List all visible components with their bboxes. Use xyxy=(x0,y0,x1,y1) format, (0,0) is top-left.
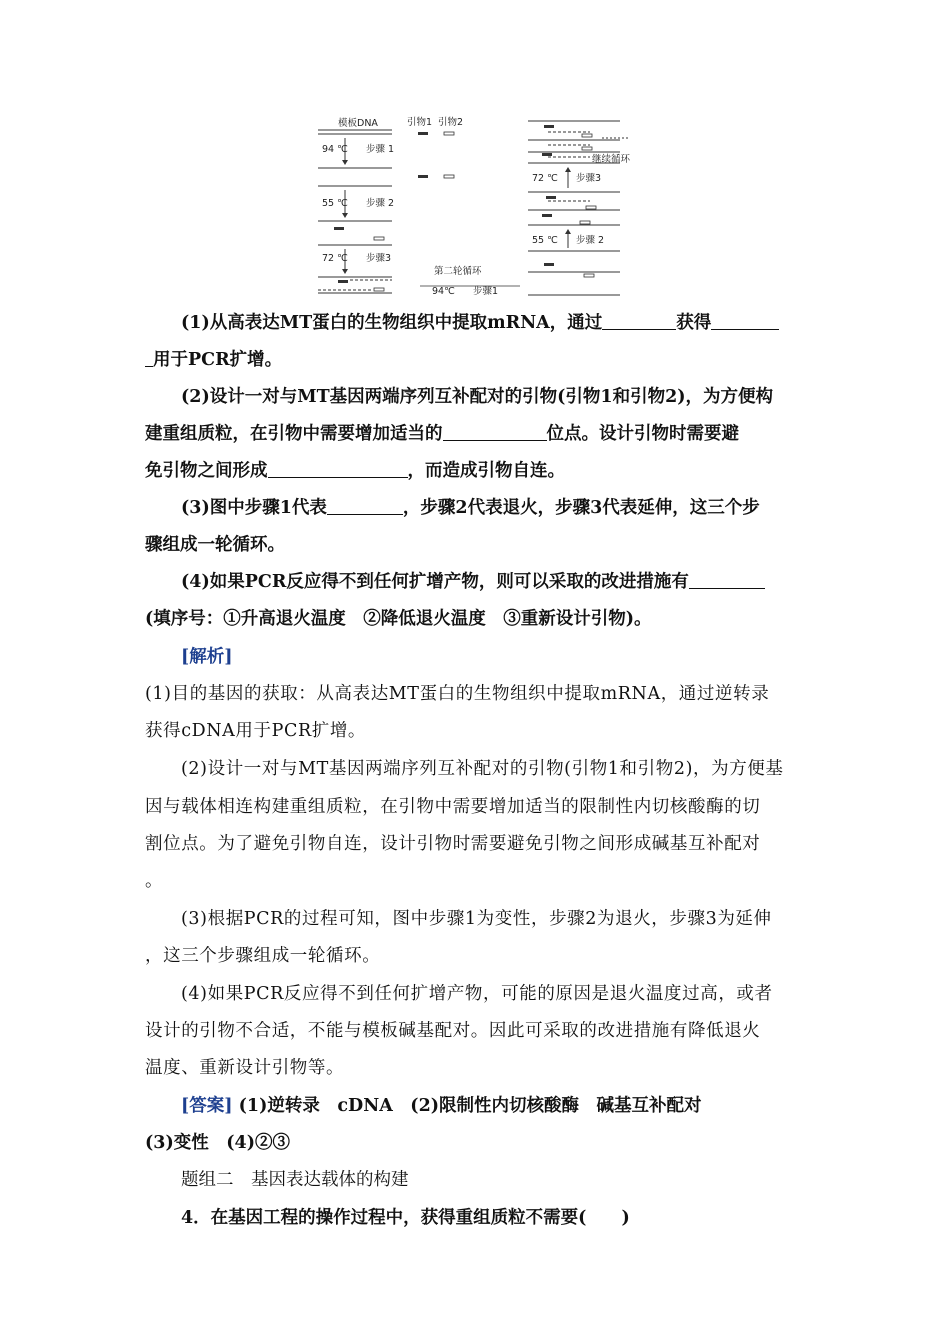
step1-label: 步骤 1 xyxy=(366,144,395,155)
q4-text-a: (4)如果PCR反应得不到任何扩增产物，则可以采取的改进措施有 xyxy=(181,572,689,592)
question-2-line3 xyxy=(145,459,805,484)
analysis-p2-line2: 因与载体相连构建重组质粒，在引物中需要增加适当的限制性内切核酸酶的切 xyxy=(145,797,761,817)
analysis-tag: [解析] xyxy=(181,647,233,667)
q4-text-b: (填序号：①升高退火温度 ②降低退火温度 ③重新设计引物)。 xyxy=(145,609,652,629)
step2-label: 步骤 2 xyxy=(366,198,395,209)
bottom-temp-label: 94℃ xyxy=(432,286,455,297)
answer-line1 xyxy=(145,1094,805,1119)
q4-blank xyxy=(689,570,765,589)
q2-text-d: 免引物之间形成 xyxy=(145,461,268,481)
pcr-diagram xyxy=(310,108,630,303)
question-1 xyxy=(145,311,805,336)
q1-text-a: (1)从高表达MT蛋白的生物组织中提取mRNA，通过 xyxy=(181,313,603,333)
q2-text-c: 位点。设计引物时需要避 xyxy=(546,424,739,444)
answer-text-1: (1)逆转录 cDNA (2)限制性内切核酸酶 碱基互补配对 xyxy=(232,1096,702,1116)
right-temp-55: 55 ℃ xyxy=(532,235,558,246)
analysis-p2-text-a: (2)设计一对与MT基因两端序列互补配对的引物(引物1和引物2)，为方便基 xyxy=(181,759,784,779)
analysis-p2-line4: 。 xyxy=(145,871,164,891)
analysis-p4-line2: 设计的引物不合适，不能与模板碱基配对。因此可采取的改进措施有降低退火 xyxy=(145,1021,761,1041)
q1-blank-1 xyxy=(602,311,676,330)
group2-heading xyxy=(145,1168,805,1193)
analysis-p1-line1: (1)目的基因的获取：从高表达MT蛋白的生物组织中提取mRNA，通过逆转录 xyxy=(145,684,770,704)
question-4-line2 xyxy=(145,607,805,632)
right-temp-72: 72 ℃ xyxy=(532,173,558,184)
continue-cycle-label: 继续循环 xyxy=(591,154,630,165)
temp-72-label: 72 ℃ xyxy=(322,253,348,264)
step3-label: 步骤3 xyxy=(366,253,392,264)
right-step3: 步骤3 xyxy=(576,173,602,184)
q3-text-a: (3)图中步骤1代表 xyxy=(181,498,327,518)
analysis-p3-text-a: (3)根据PCR的过程可知，图中步骤1为变性，步骤2为退火，步骤3为延伸 xyxy=(181,909,772,929)
q2-text-b: 建重组质粒，在引物中需要增加适当的 xyxy=(145,424,443,444)
second-cycle-label: 第二轮循环 xyxy=(434,266,482,277)
question-1-cont xyxy=(145,348,805,373)
question-4-new xyxy=(145,1206,805,1231)
analysis-p4-text-a: (4)如果PCR反应得不到任何扩增产物，可能的原因是退火温度过高，或者 xyxy=(181,984,773,1004)
temp-94-label: 94 ℃ xyxy=(322,144,348,155)
analysis-heading xyxy=(145,645,805,670)
analysis-p3-line2: ，这三个步骤组成一轮循环。 xyxy=(145,946,381,966)
question-3 xyxy=(145,496,805,521)
question-4 xyxy=(145,570,805,595)
q3-text-c: 骤组成一轮循环。 xyxy=(145,535,285,555)
q2-text-a: (2)设计一对与MT基因两端序列互补配对的引物(引物1和引物2)，为方便构 xyxy=(181,387,774,407)
analysis-p2-line1 xyxy=(145,757,805,782)
q1-blank-2 xyxy=(711,311,779,330)
analysis-p4-line1 xyxy=(145,982,805,1007)
q1-text-c: 用于PCR扩增。 xyxy=(153,350,283,370)
answer-line2: (3)变性 (4)②③ xyxy=(145,1133,290,1153)
question-3-line2 xyxy=(145,533,805,558)
q2-text-e: ，而造成引物自连。 xyxy=(407,461,565,481)
q2-blank-1 xyxy=(443,422,547,441)
q1-blank-2-cont xyxy=(145,348,153,367)
group2-heading-text: 题组二 基因表达载体的构建 xyxy=(181,1170,409,1190)
question-2-line2 xyxy=(145,422,805,447)
q4-new-text: 4．在基因工程的操作过程中，获得重组质粒不需要( ) xyxy=(181,1208,630,1228)
q1-text-b: 获得 xyxy=(676,313,712,333)
temp-55-label: 55 ℃ xyxy=(322,198,348,209)
right-step2: 步骤 2 xyxy=(576,235,605,246)
bottom-step-label: 步骤1 xyxy=(473,286,499,297)
primer1-label: 引物1 xyxy=(407,117,433,128)
question-2 xyxy=(145,385,805,410)
primer2-label: 引物2 xyxy=(438,117,464,128)
analysis-p1-line2: 获得cDNA用于PCR扩增。 xyxy=(145,721,367,741)
q3-text-b: ，步骤2代表退火，步骤3代表延伸，这三个步 xyxy=(402,498,760,518)
analysis-p2-line3: 割位点。为了避免引物自连，设计引物时需要避免引物之间形成碱基互补配对 xyxy=(145,834,761,854)
q2-blank-2 xyxy=(268,459,408,478)
analysis-p4-line3: 温度、重新设计引物等。 xyxy=(145,1058,345,1078)
analysis-p3-line1 xyxy=(145,907,805,932)
answer-tag: [答案] xyxy=(181,1096,233,1116)
q3-blank xyxy=(327,496,403,515)
template-dna-label: 模板DNA xyxy=(338,118,378,129)
